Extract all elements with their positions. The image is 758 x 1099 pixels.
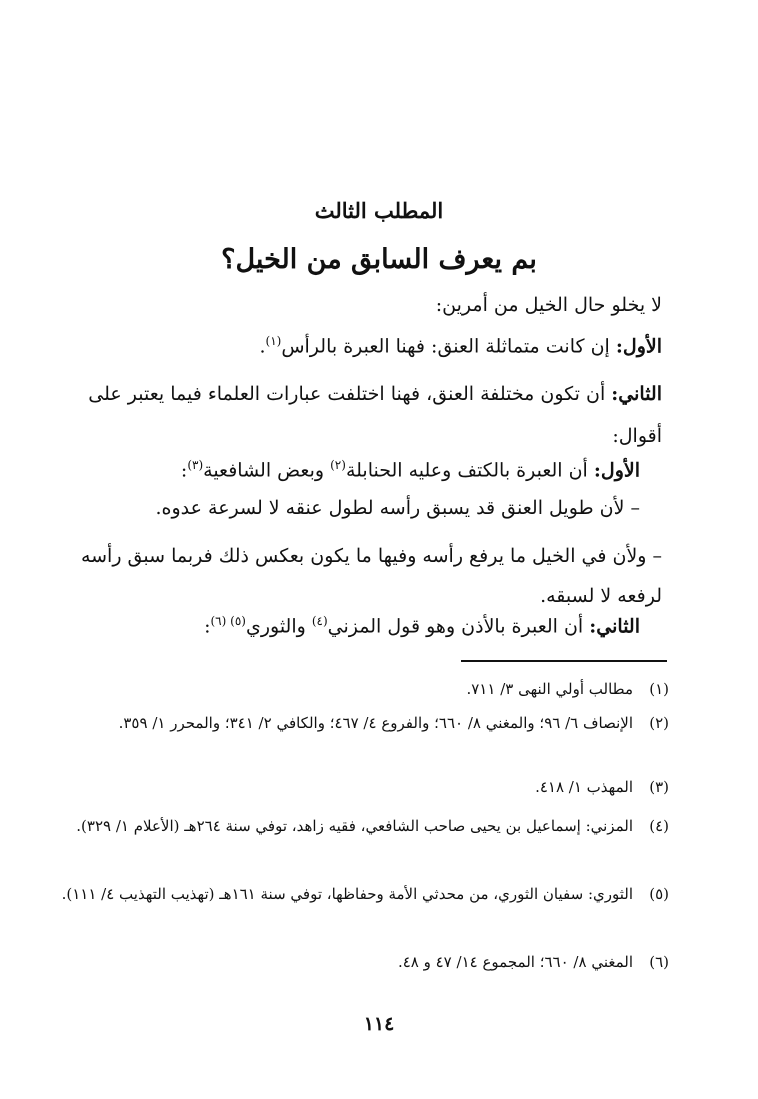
paragraph-text: إن كانت متماثلة العنق: فهنا العبرة بالرأس [281,335,610,358]
section-heading: المطلب الثالث [314,198,444,223]
paragraph-second-case [72,373,662,457]
footnote-text: مطالب أولي النهى ٣/ ٧١١. [466,680,633,698]
footnote-text: المهذب ١/ ٤١٨. [535,778,633,796]
footnote-6 [59,948,669,977]
footnote-number: (٢) [649,714,669,732]
footnote-4 [59,810,669,842]
paragraph-reason-one [72,497,640,521]
paragraph-opinion-one [72,458,640,483]
lead-word: الثاني: [611,383,662,405]
footnote-3 [59,773,669,802]
footnote-text: المغني ٨/ ٦٦٠؛ المجموع ١٤/ ٤٧ و ٤٨. [397,953,633,971]
paragraph-text: أن العبرة بالكتف وعليه الحنابلة [345,459,588,482]
footnote-number: (٣) [649,778,669,796]
footnote-1 [59,675,669,704]
footnote-number: (١) [649,680,669,698]
page-number: ١١٤ [363,1013,395,1035]
footnote-ref[interactable]: (٣) [187,458,204,472]
footnote-2 [59,708,669,739]
lead-word: الأول: [593,459,640,482]
footnote-text: الإنصاف ٦/ ٩٦؛ والمغني ٨/ ٦٦٠؛ والفروع ٤/ ٤٦٧؛ والكافي ٢/ ٣٤١؛ والمحرر ١/ ٣٥٩. [118,714,633,732]
footnote-ref[interactable]: (٥) (٦) [210,614,246,628]
paragraph-text: أن تكون مختلفة العنق، فهنا اختلفت عبارات العلماء فيما يعتبر على أقوال: [88,383,662,447]
footnote-text: المزني: إسماعيل بن يحيى صاحب الشافعي، فقيه زاهد، توفي سنة ٢٦٤هـ (الأعلام ١/ ٣٢٩). [76,817,633,835]
footnote-number: (٤) [649,817,669,835]
punctuation: : [204,615,211,638]
paragraph-text: – لأن طويل العنق قد يسبق رأسه لطول عنقه لا لسرعة عدوه. [155,497,640,519]
section-question-title: بم يعرف السابق من الخيل؟ [221,244,537,275]
punctuation: . [259,335,266,358]
footnote-ref[interactable]: (٤) [311,614,328,628]
punctuation: : [180,459,188,482]
lead-word: الأول: [615,335,662,358]
lead-word: الثاني: [589,615,640,638]
footnote-ref[interactable]: (١) [265,334,282,348]
footnote-number: (٥) [649,885,669,903]
footnote-text: الثوري: سفيان الثوري، من محدثي الأمة وحفاظها، توفي سنة ١٦١هـ (تهذيب التهذيب ٤/ ١١١). [61,885,633,903]
paragraph-text: أن العبرة بالأذن وهو قول المزني [327,615,584,638]
footnote-ref[interactable]: (٢) [330,458,346,472]
paragraph-opinion-two [72,614,640,639]
footnote-number: (٦) [649,953,669,971]
paragraph-first-case [72,334,662,359]
paragraph-text: – ولأن في الخيل ما يرفع رأسه وفيها ما يكون بعكس ذلك فربما سبق رأسه لرفعه لا لسبقه. [80,545,662,607]
footnote-5 [59,878,669,910]
footnote-separator [461,660,667,662]
paragraph-intro [72,294,662,318]
paragraph-text: وبعض الشافعية [203,459,325,482]
paragraph-intro-text: لا يخلو حال الخيل من أمرين: [435,294,662,316]
paragraph-reason-two [72,536,662,616]
paragraph-text: والثوري [245,615,306,638]
